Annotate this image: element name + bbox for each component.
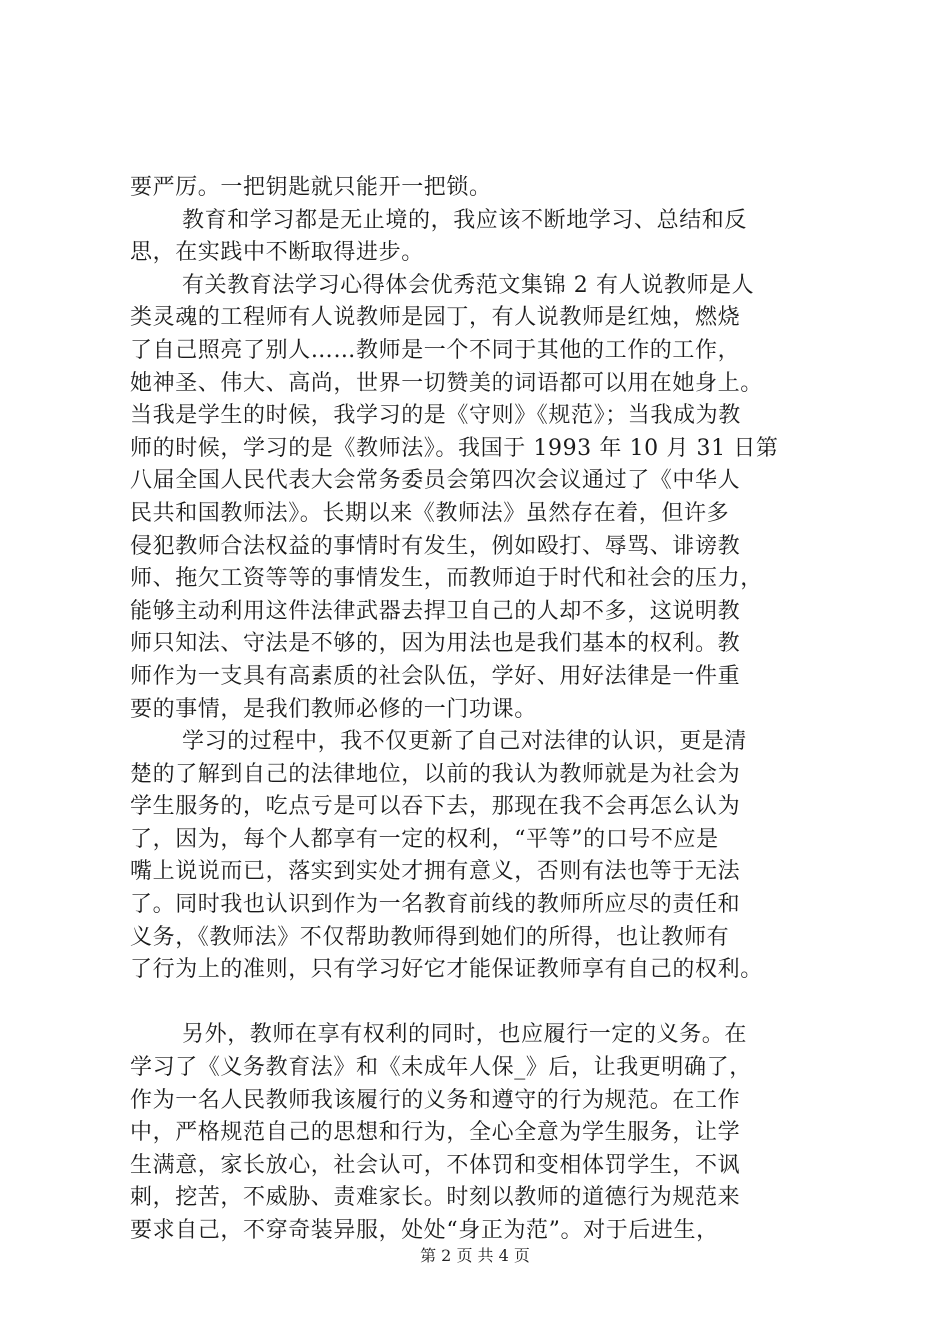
text-line: 要求自己，不穿奇装异服，处处“身正为范”。对于后进生， [130, 1218, 719, 1243]
text-line: 思，在实践中不断取得进步。 [130, 240, 424, 266]
text-line: 刺，挖苦，不威胁、责难家长。时刻以教师的道德行为规范来 [130, 1185, 741, 1211]
text-line: 师作为一支具有高素质的社会队伍，学好、用好法律是一件重 [130, 663, 741, 689]
text-line: 嘴上说说而已，落实到实处才拥有意义，否则有法也等于无法 [130, 859, 741, 885]
text-line [130, 987, 860, 1020]
text-line: 师、拖欠工资等等的事情发生，而教师迫于时代和社会的压力， [130, 566, 763, 592]
page-footer: 第 2 页 共 4 页 [420, 1246, 530, 1265]
text-line: 有关教育法学习心得体会优秀范文集锦 2 有人说教师是人 [182, 272, 755, 298]
text-line: 了。同时我也认识到作为一名教育前线的教师所应尽的责任和 [130, 892, 741, 918]
text-line: 另外，教师在享有权利的同时，也应履行一定的义务。在 [182, 1022, 748, 1048]
text-line: 当我是学生的时候，我学习的是《守则》《规范》；当我成为教 [130, 403, 741, 429]
text-line: 义务，《教师法》不仅帮助教师得到她们的所得，也让教师有 [130, 924, 730, 950]
text-line: 学生服务的，吃点亏是可以吞下去，那现在我不会再怎么认为 [130, 794, 741, 820]
text-line: 要严厉。一把钥匙就只能开一把锁。 [130, 175, 492, 200]
text-line: 她神圣、伟大、高尚，世界一切赞美的词语都可以用在她身上。 [130, 370, 763, 396]
text-line: 作为一名人民教师我该履行的义务和遵守的行为规范。在工作 [130, 1087, 741, 1113]
text-line: 八届全国人民代表大会常务委员会第四次会议通过了《中华人 [130, 468, 741, 494]
text-line: 教育和学习都是无止境的，我应该不断地学习、总结和反 [182, 207, 748, 233]
text-line: 生满意，家长放心，社会认可，不体罚和变相体罚学生，不讽 [130, 1152, 741, 1178]
text-line: 学习了《义务教育法》和《未成年人保_》后，让我更明确了， [130, 1055, 752, 1081]
text-line: 民共和国教师法》。长期以来《教师法》虽然存在着，但许多 [130, 500, 730, 526]
text-line: 师的时候，学习的是《教师法》。我国于 1993 年 10 月 31 日第 [130, 435, 779, 461]
text-line: 要的事情，是我们教师必修的一门功课。 [130, 696, 537, 722]
text-line: 能够主动利用这件法律武器去捍卫自己的人却不多，这说明教 [130, 598, 741, 624]
text-line: 类灵魂的工程师有人说教师是园丁，有人说教师是红烛，燃烧 [130, 305, 741, 331]
text-line: 了行为上的准则，只有学习好它才能保证教师享有自己的权利。 [130, 957, 763, 983]
text-line: 学习的过程中，我不仅更新了自己对法律的认识，更是清 [182, 729, 748, 755]
text-line: 了，因为，每个人都享有一定的权利，“平等”的口号不应是 [130, 826, 719, 852]
text-line: 了自己照亮了别人……教师是一个不同于其他的工作的工作， [130, 337, 741, 363]
text-line: 中，严格规范自己的思想和行为，全心全意为学生服务，让学 [130, 1120, 741, 1146]
text-line: 侵犯教师合法权益的事情时有发生，例如殴打、辱骂、诽谤教 [130, 533, 741, 559]
document-body [130, 172, 860, 1248]
text-line: 楚的了解到自己的法律地位，以前的我认为教师就是为社会为 [130, 761, 741, 787]
text-line: 师只知法、守法是不够的，因为用法也是我们基本的权利。教 [130, 631, 741, 657]
